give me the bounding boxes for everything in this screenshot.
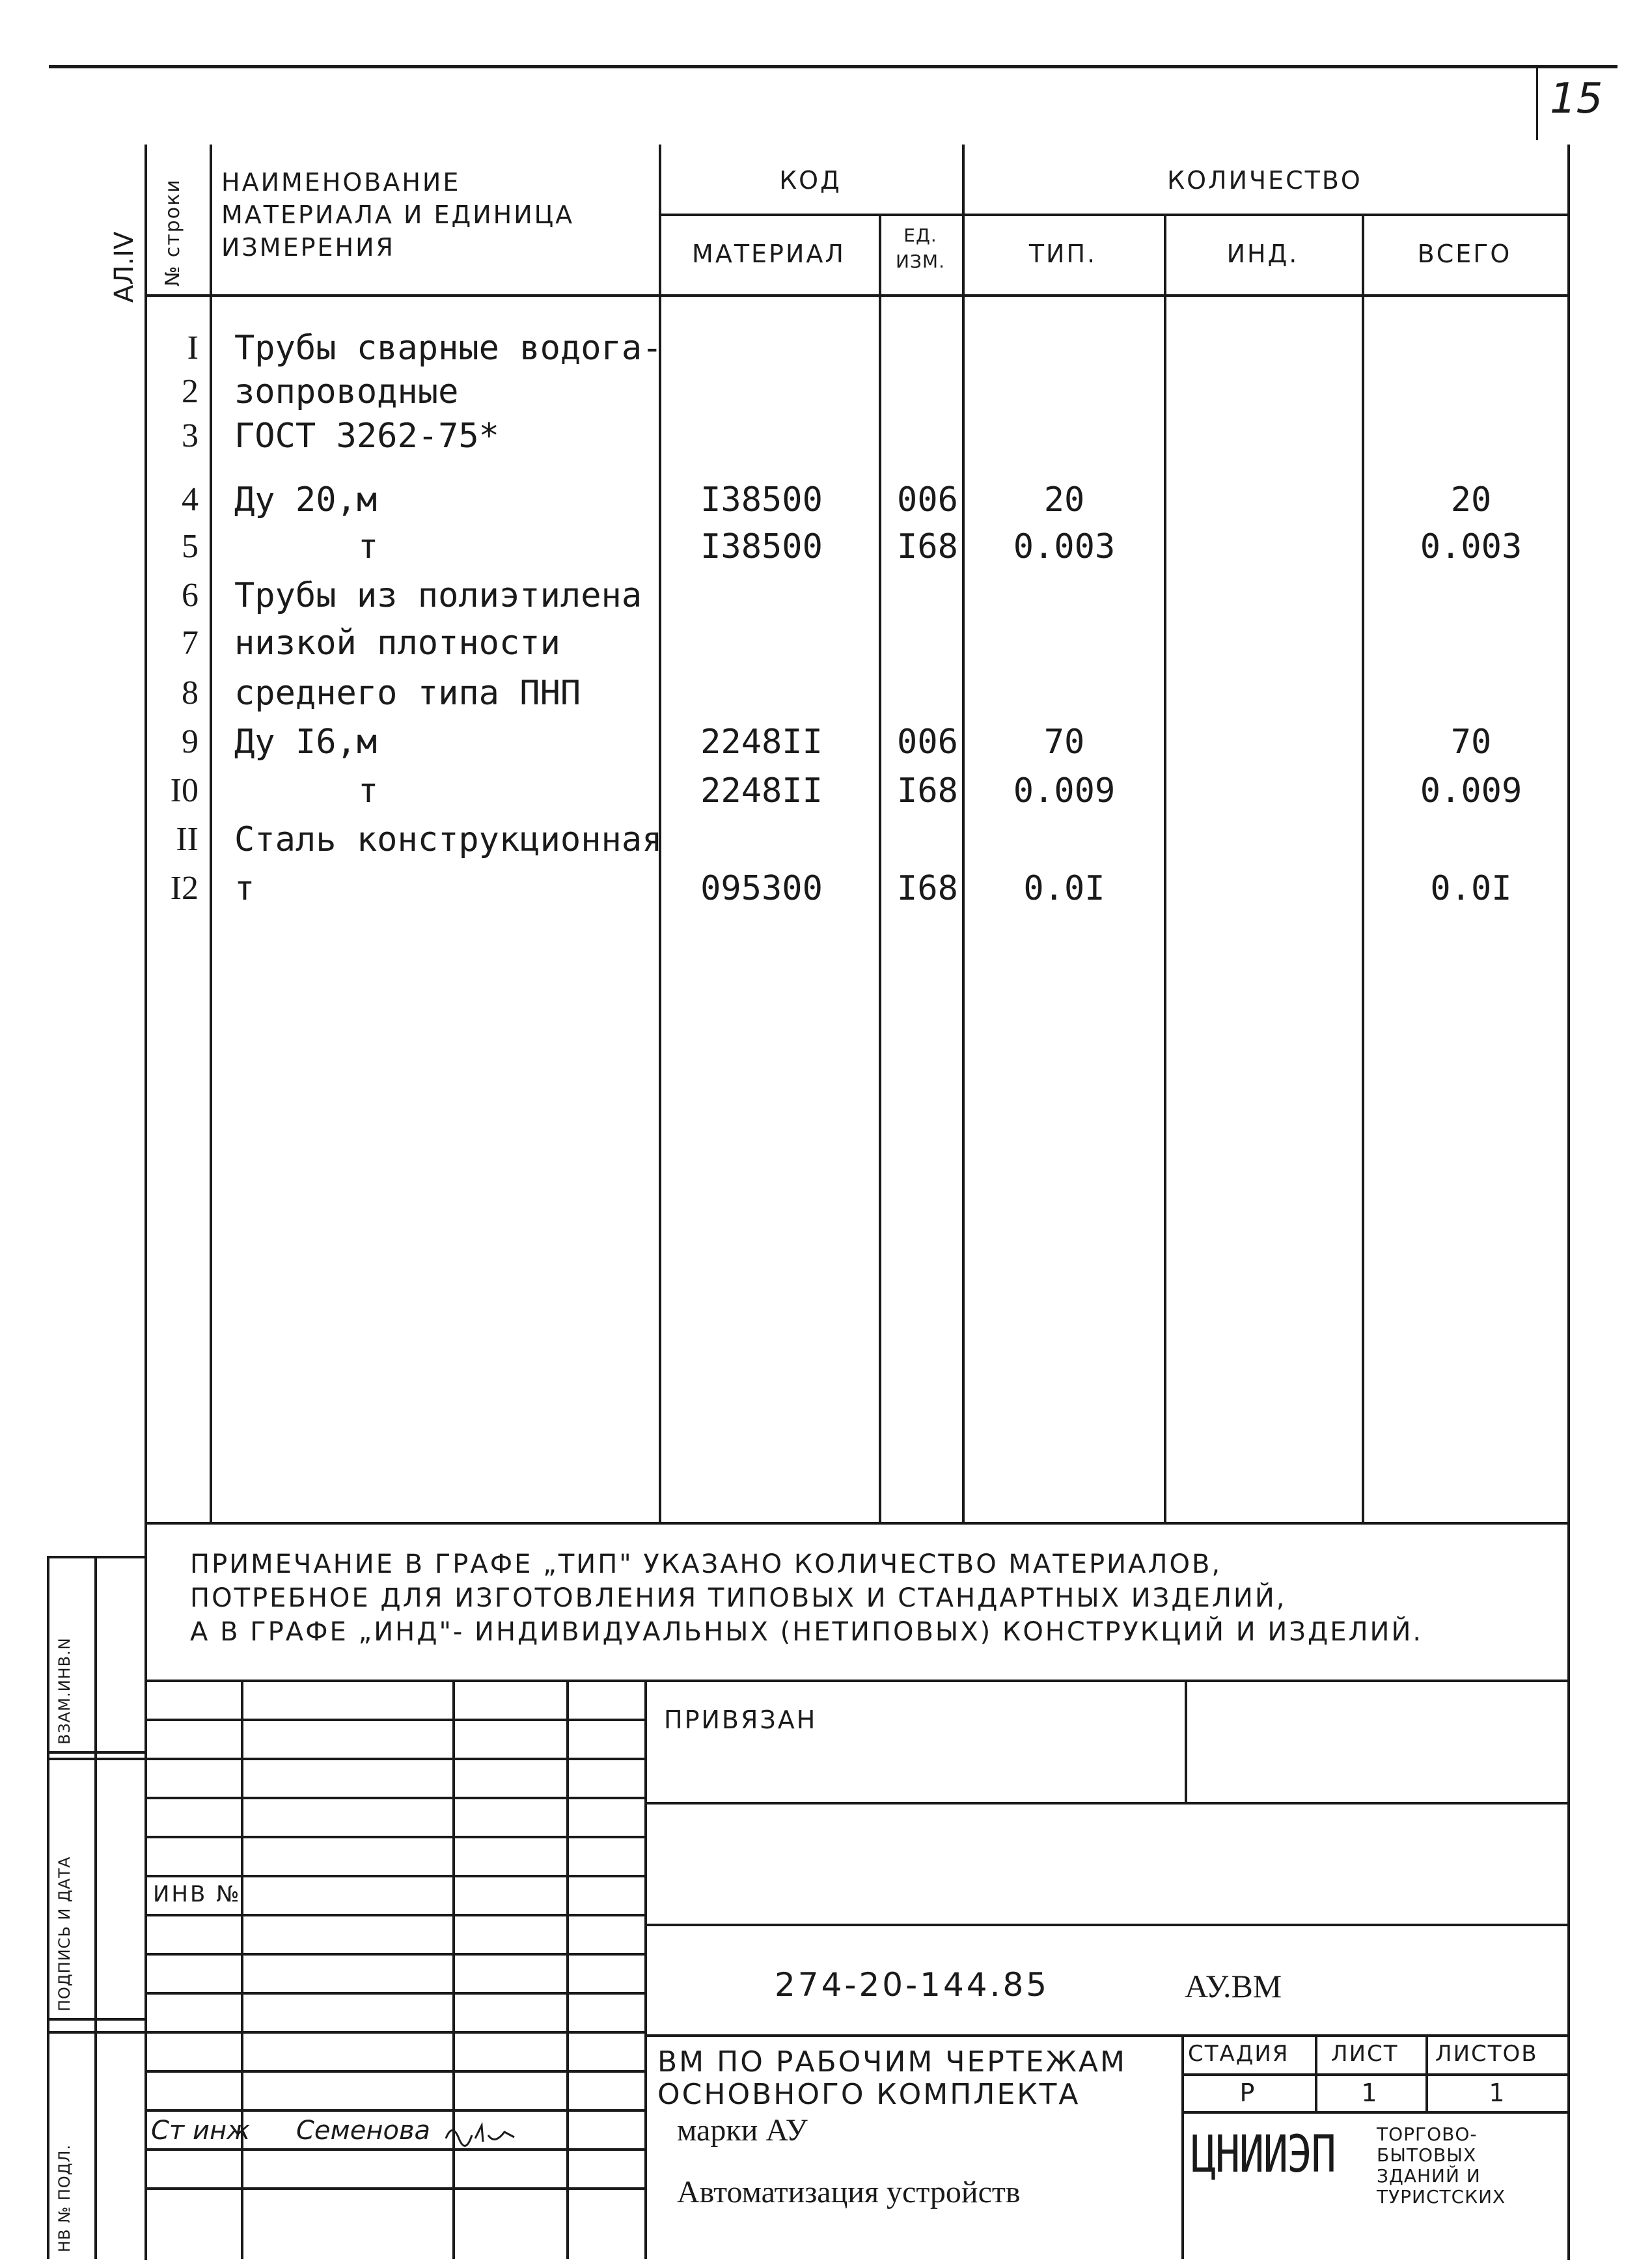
header-mid-line xyxy=(659,214,1570,216)
title-line-2: ОСНОВНОГО КОМПЛЕКТА xyxy=(657,2078,1081,2111)
side-strip-mid xyxy=(94,1556,97,2259)
table-row xyxy=(0,372,1652,418)
table-row xyxy=(0,480,1652,526)
row-material-code: I38500 xyxy=(700,480,823,519)
note-line-2: ПОТРЕБНОЕ ДЛЯ ИЗГОТОВЛЕНИЯ ТИПОВЫХ И СТАНДАРТНЫХ ИЗДЕЛИЙ, xyxy=(190,1583,1287,1613)
signer-role: Ст инж xyxy=(151,2116,251,2146)
header-material: МАТЕРИАЛ xyxy=(692,240,846,268)
row-tip-qty: 0.0I xyxy=(1023,869,1105,908)
row-material-code: I38500 xyxy=(700,527,823,566)
page-number: 15 xyxy=(1550,75,1603,123)
sheet-label: ЛИСТ xyxy=(1331,2041,1399,2067)
side-label-vzam: ВЗАМ.ИНВ.N xyxy=(55,1637,74,1745)
row-tip-qty: 20 xyxy=(1043,480,1085,519)
stamp-col-1 xyxy=(241,1680,243,2259)
stamp-top-line xyxy=(145,1680,1570,1682)
stamp-right-row-3 xyxy=(644,2034,1570,2037)
row-number: 8 xyxy=(182,674,199,712)
row-name: Ду 20,м xyxy=(234,480,378,519)
stage-row-2 xyxy=(1181,2111,1570,2114)
row-name: зопроводные xyxy=(234,372,459,411)
title-line-1: ВМ ПО РАБОЧИМ ЧЕРТЕЖАМ xyxy=(657,2045,1127,2079)
row-number: 7 xyxy=(182,624,199,661)
row-number: I2 xyxy=(170,870,199,907)
side-label-podpis: ПОДПИСЬ И ДАТА xyxy=(55,1856,74,2012)
row-number: I xyxy=(187,329,199,366)
row-tip-qty: 0.009 xyxy=(1013,771,1116,810)
table-row xyxy=(0,329,1652,374)
table-row xyxy=(0,576,1652,622)
row-total-qty: 70 xyxy=(1450,723,1492,762)
table-row xyxy=(0,527,1652,573)
stage-value: Р xyxy=(1239,2079,1257,2107)
stamp-row-3 xyxy=(145,1797,646,1799)
row-name: Ду I6,м xyxy=(234,723,378,762)
doc-mark: АУ.ВМ xyxy=(1185,1968,1282,2004)
inv-no-label: ИНВ № xyxy=(153,1881,241,1907)
row-name: низкой плотности xyxy=(234,624,560,663)
signer-name: Семенова xyxy=(296,2116,431,2146)
sheets-label: ЛИСТОВ xyxy=(1435,2041,1538,2067)
row-name: т xyxy=(234,869,255,908)
org-text-3: ЗДАНИЙ И xyxy=(1377,2165,1481,2187)
row-name: т xyxy=(358,771,379,810)
side-strip-sep-1 xyxy=(47,1751,145,1754)
stamp-row-7 xyxy=(145,1953,646,1956)
row-material-code: 095300 xyxy=(700,869,823,908)
stamp-row-8 xyxy=(145,1992,646,1995)
row-material-code: 2248II xyxy=(700,723,823,762)
row-unit-code: I68 xyxy=(897,527,958,566)
header-unit-1: ЕД. xyxy=(903,225,937,246)
top-border-line xyxy=(49,65,1618,68)
stamp-row-12 xyxy=(145,2148,646,2151)
header-unit-2: ИЗМ. xyxy=(896,251,945,272)
row-number: 4 xyxy=(182,481,199,518)
row-total-qty: 0.0I xyxy=(1430,869,1512,908)
stage-row-1 xyxy=(1181,2073,1570,2076)
header-name-2: МАТЕРИАЛА И ЕДИНИЦА xyxy=(221,201,575,229)
header-name-1: НАИМЕНОВАНИЕ xyxy=(221,168,461,197)
row-total-qty: 0.009 xyxy=(1420,771,1522,810)
row-material-code: 2248II xyxy=(700,771,823,810)
header-quantity: КОЛИЧЕСТВО xyxy=(1167,166,1362,195)
stamp-row-9 xyxy=(47,2031,646,2034)
row-number: 6 xyxy=(182,577,199,614)
stamp-row-5 xyxy=(145,1875,646,1877)
row-total-qty: 20 xyxy=(1450,480,1492,519)
stamp-row-6 xyxy=(145,1914,646,1916)
privyazan-label: ПРИВЯЗАН xyxy=(664,1706,818,1734)
doc-code: 274-20-144.85 xyxy=(775,1966,1050,2004)
row-total-qty: 0.003 xyxy=(1420,527,1522,566)
note-line-3: А В ГРАФЕ „ИНД"- ИНДИВИДУАЛЬНЫХ (НЕТИПОВЫХ) КОНСТРУКЦИЙ И ИЗДЕЛИЙ. xyxy=(190,1617,1424,1647)
org-logo: ЦНИИЭП xyxy=(1191,2125,1336,2184)
table-row xyxy=(0,771,1652,817)
stage-label: СТАДИЯ xyxy=(1188,2041,1289,2067)
stamp-row-13 xyxy=(145,2187,646,2190)
title-line-3: марки АУ xyxy=(677,2113,808,2148)
row-name: Трубы сварные водога- xyxy=(234,329,663,368)
row-name: т xyxy=(358,527,379,566)
row-name: ГОСТ 3262-75* xyxy=(234,417,499,456)
org-text-4: ТУРИСТСКИХ xyxy=(1377,2186,1506,2207)
row-unit-code: 006 xyxy=(897,480,958,519)
table-row xyxy=(0,624,1652,669)
stamp-row-4 xyxy=(145,1836,646,1838)
signature-scribble xyxy=(443,2119,521,2151)
row-unit-code: I68 xyxy=(897,771,958,810)
table-row xyxy=(0,723,1652,768)
row-name: среднего типа ПНП xyxy=(234,674,581,713)
header-tip: ТИП. xyxy=(1028,240,1097,268)
side-strip-sep-2 xyxy=(47,2018,145,2021)
row-number: II xyxy=(176,821,199,858)
stamp-row-11 xyxy=(145,2109,646,2112)
header-total: ВСЕГО xyxy=(1417,240,1512,268)
org-text-1: ТОРГОВО- xyxy=(1377,2123,1478,2145)
title-line-4: Автоматизация устройств xyxy=(677,2175,1021,2209)
stage-col-1 xyxy=(1181,2034,1184,2259)
side-mark: АЛ.IV xyxy=(109,231,139,303)
sheets-value: 1 xyxy=(1489,2079,1507,2107)
row-number: 9 xyxy=(182,723,199,760)
row-number: 2 xyxy=(182,373,199,410)
side-label-inv-podl: НВ № ПОДЛ. xyxy=(55,2144,74,2252)
row-tip-qty: 70 xyxy=(1043,723,1085,762)
row-tip-qty: 0.003 xyxy=(1013,527,1116,566)
org-text-2: БЫТОВЫХ xyxy=(1377,2144,1477,2166)
row-name: Сталь конструкционная xyxy=(234,820,663,859)
row-name: Трубы из полиэтилена xyxy=(234,576,642,615)
table-row xyxy=(0,869,1652,915)
header-name-3: ИЗМЕРЕНИЯ xyxy=(221,233,395,262)
side-strip-left xyxy=(47,1556,49,2259)
table-row xyxy=(0,674,1652,719)
table-row xyxy=(0,417,1652,462)
stamp-row-2 xyxy=(47,1758,646,1760)
row-number: 3 xyxy=(182,417,199,454)
row-number: 5 xyxy=(182,528,199,565)
note-line-1: ПРИМЕЧАНИЕ В ГРАФЕ „ТИП" УКАЗАНО КОЛИЧЕСТВО МАТЕРИАЛОВ, xyxy=(190,1549,1222,1579)
stamp-right-row-1 xyxy=(644,1802,1570,1805)
header-row-number: № строки xyxy=(161,178,184,286)
row-unit-code: I68 xyxy=(897,869,958,908)
row-number: I0 xyxy=(170,772,199,809)
header-ind: ИНД. xyxy=(1226,240,1299,268)
stamp-col-4 xyxy=(644,1680,647,2259)
stamp-col-2 xyxy=(452,1680,455,2259)
stamp-right-row-2 xyxy=(644,1924,1570,1926)
row-unit-code: 006 xyxy=(897,723,958,762)
side-strip-top xyxy=(47,1556,145,1558)
table-row xyxy=(0,820,1652,866)
note-top-line xyxy=(145,1522,1570,1525)
page-number-box xyxy=(1536,68,1610,140)
header-code: КОД xyxy=(779,166,842,195)
sheet-value: 1 xyxy=(1361,2079,1379,2107)
stamp-col-3 xyxy=(566,1680,569,2259)
header-bottom-line xyxy=(145,294,1570,297)
stamp-row-10 xyxy=(145,2070,646,2073)
stamp-row-1 xyxy=(145,1719,646,1721)
stamp-col-5 xyxy=(1185,1680,1187,1803)
